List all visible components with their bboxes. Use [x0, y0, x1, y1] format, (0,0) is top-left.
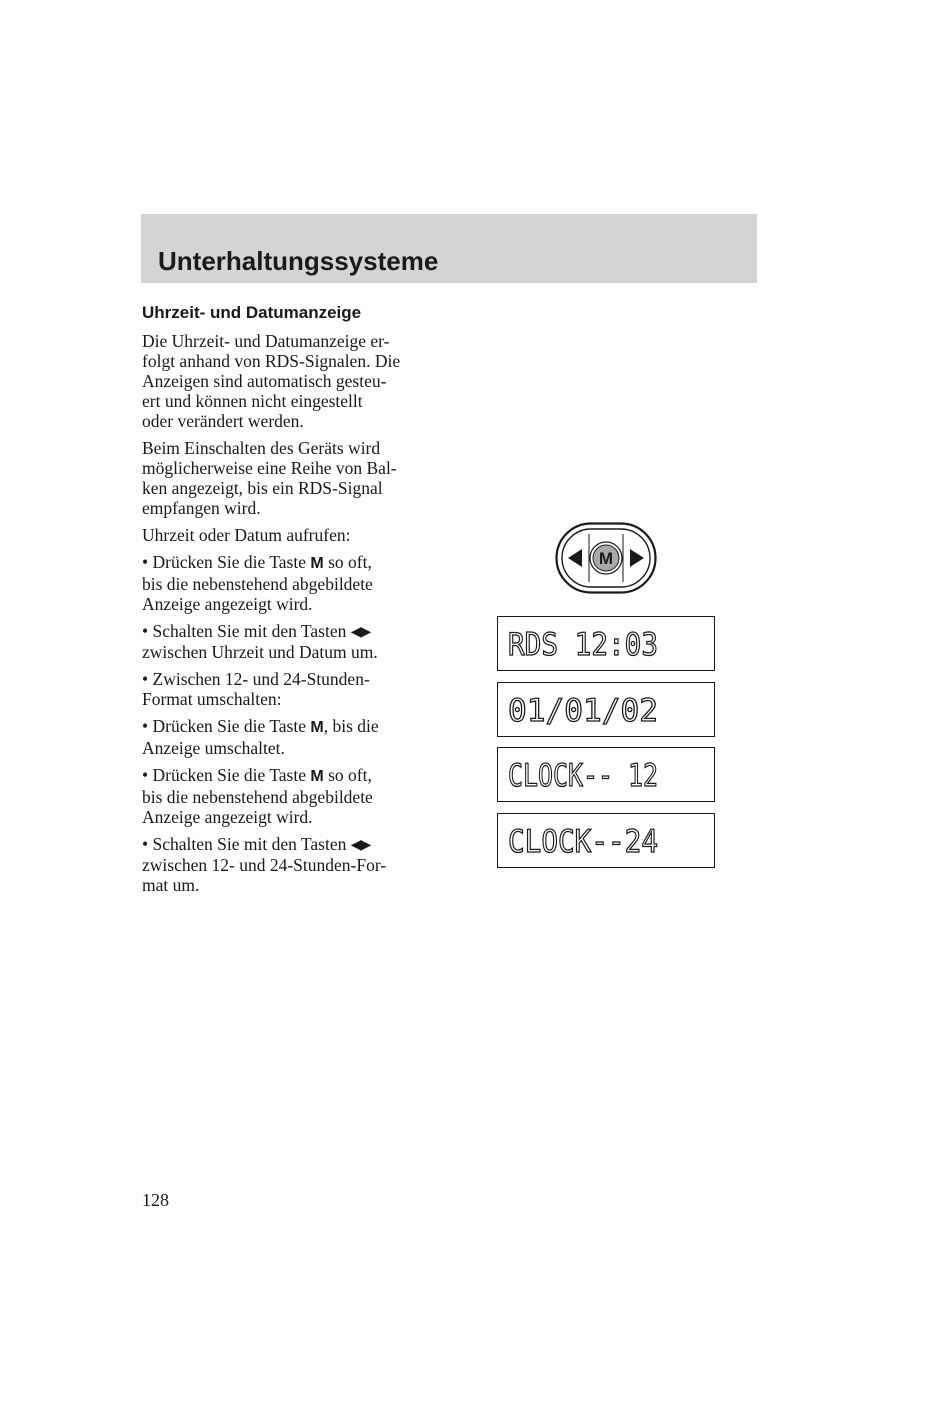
text-line: empfangen wird.: [142, 498, 261, 518]
text-fragment: Zwischen 12- und 24-Stunden-: [152, 669, 370, 689]
paragraph-call-up: [142, 525, 442, 545]
text-line: bis die nebenstehend abgebildete: [142, 787, 373, 807]
bullet-mark: •: [142, 765, 149, 785]
text-fragment: Schalten Sie mit den Tasten: [152, 834, 351, 854]
chapter-title: Unterhaltungssysteme: [158, 246, 439, 276]
lcd-readout-text: RDS 12:03: [508, 627, 658, 663]
text-line: Anzeige angezeigt wird.: [142, 594, 313, 614]
text-fragment: so oft,: [323, 765, 372, 785]
bullet-press-m-toggle: [142, 716, 442, 758]
text-line: Die Uhrzeit- und Datumanzeige er-: [142, 331, 390, 351]
key-m-label: M: [310, 719, 324, 736]
text-line: oder verändert werden.: [142, 411, 304, 431]
text-fragment: Drücken Sie die Taste: [152, 716, 311, 736]
left-right-arrows-icon: ◀▶: [350, 624, 371, 640]
text-line: [142, 834, 442, 855]
text-line: ert und können nicht eingestellt: [142, 391, 363, 411]
bullet-press-m: [142, 552, 442, 614]
text-line: [142, 621, 442, 642]
lcd-segment-area: [498, 617, 716, 672]
lcd-display-date: [497, 682, 715, 737]
section-heading: Uhrzeit- und Datumanzeige: [142, 303, 362, 322]
page-number: 128: [142, 1190, 169, 1210]
text-fragment: , bis die: [323, 716, 379, 736]
text-line: bis die nebenstehend abgebildete: [142, 574, 373, 594]
text-line: [142, 765, 442, 787]
mode-button-label: M: [598, 549, 614, 568]
lcd-segment-area: [498, 683, 716, 738]
text-line: Uhrzeit oder Datum aufrufen:: [142, 525, 351, 545]
paragraph-startup: [142, 438, 442, 518]
bullet-format-switch: [142, 669, 442, 709]
mode-control-illustration: [555, 522, 657, 594]
bullet-mark: •: [142, 621, 149, 641]
paragraph-intro: [142, 331, 442, 431]
text-line: Anzeige angezeigt wird.: [142, 807, 313, 827]
body-text-column: [142, 331, 442, 902]
text-line: [142, 552, 442, 574]
bullet-mark: •: [142, 669, 149, 689]
lcd-display-rds-time: [497, 616, 715, 671]
lcd-segment-area: [498, 748, 716, 803]
text-line: Beim Einschalten des Geräts wird: [142, 438, 381, 458]
text-line: ken angezeigt, bis ein RDS-Signal: [142, 478, 383, 498]
text-line: [142, 716, 442, 738]
text-fragment: Schalten Sie mit den Tasten: [152, 621, 351, 641]
lcd-readout-text: CLOCK-- 12: [508, 758, 658, 794]
key-m-label: M: [310, 768, 324, 785]
mode-control-svg: [555, 522, 657, 594]
text-line: [142, 669, 442, 689]
bullet-switch-format-arrows: [142, 834, 442, 895]
text-line: Format umschalten:: [142, 689, 282, 709]
text-line: folgt anhand von RDS-Signalen. Die: [142, 351, 401, 371]
bullet-mark: •: [142, 834, 149, 854]
lcd-segment-area: [498, 814, 716, 869]
bullet-press-m-repeat: [142, 765, 442, 827]
text-fragment: Drücken Sie die Taste: [152, 552, 311, 572]
text-line: Anzeige umschaltet.: [142, 738, 285, 758]
text-fragment: Drücken Sie die Taste: [152, 765, 311, 785]
text-line: Anzeigen sind automatisch gesteu-: [142, 371, 387, 391]
lcd-display-clock-24: [497, 813, 715, 868]
text-line: zwischen 12- und 24-Stunden-For-: [142, 855, 387, 875]
lcd-readout-text: CLOCK--24: [508, 824, 658, 860]
text-line: möglicherweise eine Reihe von Bal-: [142, 458, 397, 478]
lcd-readout-text: 01/01/02: [508, 693, 658, 729]
text-line: mat um.: [142, 875, 200, 895]
bullet-mark: •: [142, 552, 149, 572]
bullet-switch-arrows: [142, 621, 442, 662]
left-right-arrows-icon: ◀▶: [350, 837, 371, 853]
text-line: zwischen Uhrzeit und Datum um.: [142, 642, 378, 662]
key-m-label: M: [310, 555, 324, 572]
chapter-header-band: [141, 214, 757, 283]
text-fragment: so oft,: [323, 552, 372, 572]
lcd-display-clock-12: [497, 747, 715, 802]
bullet-mark: •: [142, 716, 149, 736]
